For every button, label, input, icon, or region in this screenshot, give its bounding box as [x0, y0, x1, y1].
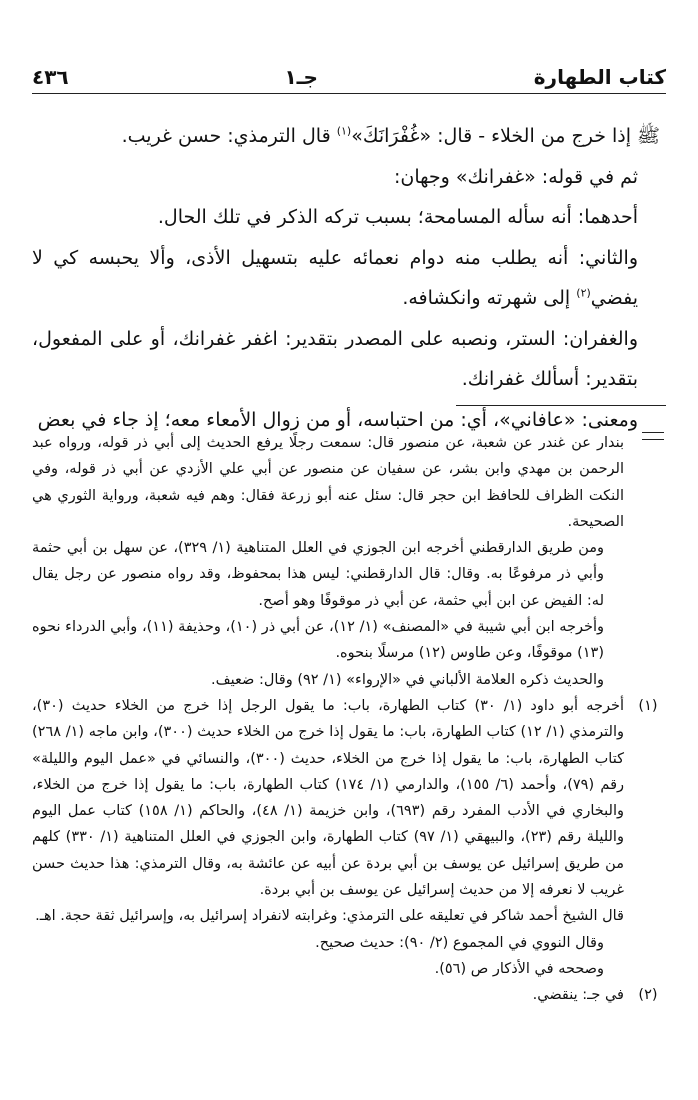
main-paragraph-4 [32, 238, 660, 319]
page-number: ٤٣٦ [32, 65, 69, 89]
footnote-1-para-1: أخرجه أبو داود (١/ ٣٠) كتاب الطهارة، باب: ما يقول الرجل إذا خرج من الخلاء حديث (٣٠)، والترمذي (١/ ١٢) كتاب الطهارة، باب: ما يقول إذا خرج من الخلاء حديث (٣٠٠)، وابن ماجه (١/ ٢٦٨) كتاب الطهارة، باب: ما يقول إذا خرج من الخلاء، حديث (٣٠٠)، والنسائي في «عمل اليوم والليلة» رقم (٧٩)، وأحمد (٦/ ١٥٥)، والدارمي (١/ ١٧٤) كتاب الطهارة، باب: ما يقول إذا خرج من الخلاء، والبخاري في الأدب المفرد رقم (٦٩٣)، وابن خزيمة (١/ ٤٨)، والحاكم (١/ ١٥٨) كتاب عمل اليوم والليلة رقم (٢٣)، والبيهقي (١/ ٩٧) كتاب الطهارة، وابن الجوزي في العلل المتناهية (١/ ٣٣٠) كلهم من طريق إسرائيل عن يوسف بن أبي بردة عن أبيه عن عائشة به، وقال الترمذي: هذا حديث حسن غريب لا نعرفه إلا من حديث إسرائيل عن يوسف بن أبي بردة. [32, 697, 625, 899]
footnote-1-para-3: وقال النووي في المجموع (٢/ ٩٠): حديث صحيح. [315, 934, 604, 951]
continuation-mark [642, 432, 664, 440]
footnote-2 [32, 982, 666, 1008]
footnote-1 [32, 693, 666, 982]
footnote-2-number: (٢) [638, 987, 658, 1004]
footnote-cont-para-3: وأخرجه ابن أبي شيبة في «المصنف» (١/ ١٢)، عن أبي ذر (١٠)، وحذيفة (١١)، وأبي الدرداء نحوه (١٣) موقوفًا، وعن طاوس (١٢) مرسلًا بنحوه. [32, 619, 605, 662]
footnote-2-text: في جـ: ينقضي. [532, 987, 624, 1004]
footnote-1-para-4: وصححه في الأذكار ص (٥٦). [434, 960, 604, 977]
footnote-ref-1[interactable]: (١) [336, 124, 352, 138]
footnote-continuation [32, 430, 666, 693]
main-line-1-text: ﷺ إذا خرج من الخلاء - قال: «غُفْرَانَكَ» [351, 125, 660, 147]
footnote-cont-para-4: والحديث ذكره العلامة الألباني في «الإرواء» (١/ ٩٢) وقال: ضعيف. [211, 671, 604, 688]
footnote-ref-2[interactable]: (٢) [576, 286, 591, 300]
main-paragraph-2: ثم في قوله: «غفرانك» وجهان: [394, 165, 638, 188]
main-paragraph-4-text: والثاني: أنه يطلب منه دوام نعمائه عليه بتسهيل الأذى، وألا يحبسه كي لا يفضي [32, 246, 638, 309]
volume-label: جـ١ [284, 65, 318, 89]
running-header [32, 60, 666, 94]
footnote-cont-para-2: ومن طريق الدارقطني أخرجه ابن الجوزي في العلل المتناهية (١/ ٣٢٩)، عن سهل بن أبي حثمة وأبي ذر مرفوعًا به. وقال: قال الدارقطني: ليس هذا بمحفوظ، وقد رواه منصور عن رجل يقال له: الفيض عن ابن أبي حثمة، عن أبي ذر موقوفًا وهو أصح. [32, 540, 604, 609]
main-text [32, 116, 660, 440]
footnote-1-para-2: قال الشيخ أحمد شاكر في تعليقه على الترمذي: وغرابته لانفراد إسرائيل به، وإسرائيل ثقة حجة. اهـ. [35, 908, 624, 925]
main-line-1-tail: قال الترمذي: حسن غريب. [121, 125, 337, 147]
footnote-1-number: (١) [638, 697, 658, 714]
main-paragraph-4-tail: إلى شهرته وانكشافه. [402, 287, 577, 309]
book-title: كتاب الطهارة [533, 65, 666, 89]
main-paragraph-3: أحدهما: أنه سأله المسامحة؛ بسبب تركه الذكر في تلك الحال. [157, 206, 638, 228]
footnote-cont-para-1: بندار عن غندر عن شعبة، عن منصور قال: سمعت رجلًا يرفع الحديث إلى أبي ذر قوله، ورواه عبد الرحمن بن مهدي وابن بشر، عن سفيان عن منصور عن أبي علي الأزدي عن أبي ذر قوله، وفي النكت الظراف للحافظ ابن حجر قال: سئل عنه أبو زرعة فقال: وهم فيه شعبة، ورواية الثوري هي الصحيحة. [32, 435, 624, 530]
main-paragraph-5: والغفران: الستر، ونصبه على المصدر بتقدير: اغفر غفرانك، أو على المفعول، بتقدير: أسألك غفرانك. [32, 327, 638, 390]
footnotes [32, 430, 666, 1009]
footnote-separator [456, 405, 666, 406]
main-paragraph-6: ومعنى: «عافاني»، أي: من احتباسه، أو من زوال الأمعاء معه؛ إذ جاء في بعض [37, 408, 638, 431]
main-line-1 [32, 116, 660, 157]
